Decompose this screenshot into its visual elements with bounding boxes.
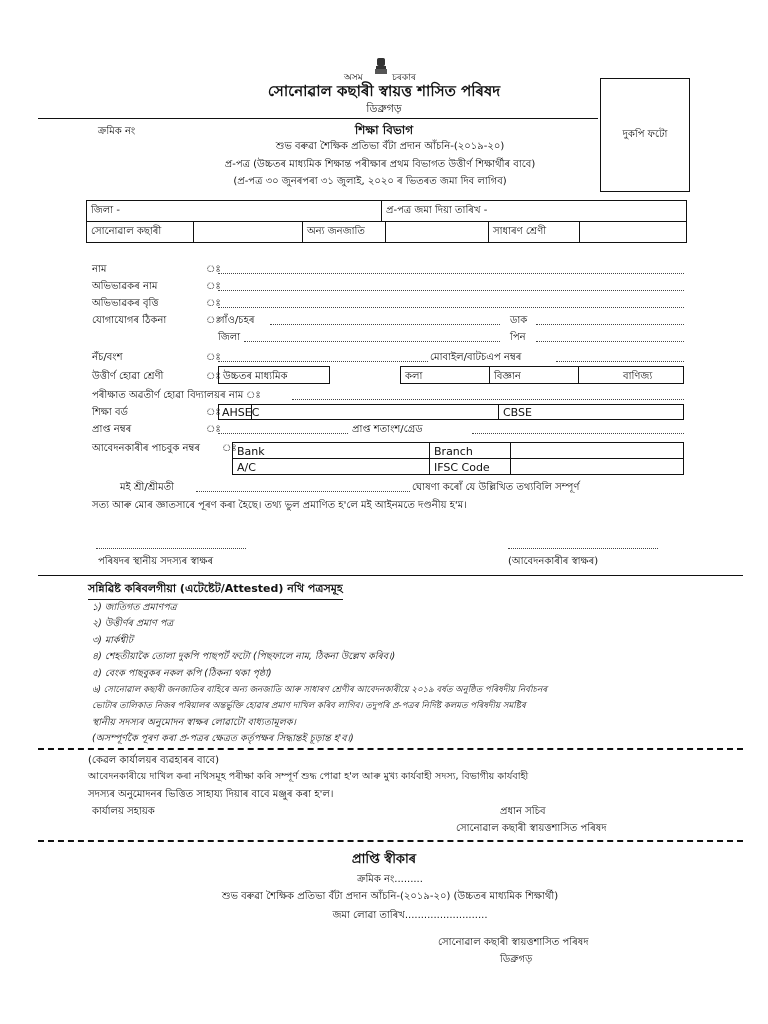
colon: ঃ <box>206 298 221 309</box>
general-label: সাধাৰণ শ্ৰেণী <box>493 226 547 237</box>
attachment-item: ৬) সোনোৱাল কছাৰী জনজাতিৰ বাহিৰে অন্য জনজাতি আৰু সাধাৰণ শ্ৰেণীৰ আবেদনকাৰীয়ে ২০১৯ বৰ্ষত অনুষ্ঠিত পৰিষদীয় নিৰ্বাচনৰ <box>92 685 548 696</box>
section-rule <box>38 575 743 576</box>
branch-label-box <box>429 442 511 459</box>
city-name: ডিব্ৰুগড় <box>366 102 402 115</box>
national-emblem-icon <box>374 56 388 76</box>
marks-field[interactable] <box>218 433 348 434</box>
general-cell <box>488 221 580 243</box>
bank-box[interactable] <box>232 442 430 459</box>
board-label: শিক্ষা বৰ্ড <box>92 407 128 418</box>
attachment-item: ৩) মাৰ্কশ্বীট <box>92 634 133 646</box>
caste-field[interactable] <box>218 361 428 362</box>
district-label-2: জিলা <box>218 332 241 343</box>
attachment-item: ভোটাৰ তালিকাত নিজৰ পৰিয়ালৰ অন্তৰ্ভুক্তি হোৱাৰ প্ৰমাণ দাখিল কৰিব লাগিব। তদুপৰি প্ৰ-পত্ৰৰ নিৰ্দিষ্ট কলমত পৰিষদীয় সমষ্টিৰ <box>92 701 526 712</box>
scheme-name: শুভ বৰুৱা শৈক্ষিক প্ৰতিভা বঁটা প্ৰদান আঁচনি-(২০১৯-২০) <box>275 141 505 152</box>
branch-label: Branch <box>434 445 473 458</box>
percentage-label: প্ৰাপ্ত শতাংশ/গ্ৰেড <box>352 424 423 435</box>
district-field[interactable] <box>244 341 500 342</box>
passbook-label: আবেদনকাৰীৰ পাচবুক নম্বৰ <box>92 443 200 454</box>
attachments-list <box>92 600 732 748</box>
ifsc-label: IFSC Code <box>434 461 490 474</box>
cut-line-2 <box>38 840 743 842</box>
commerce-box[interactable] <box>578 366 684 384</box>
deadline: (প্ৰ-পত্ৰ ৩০ জুনৰপৰা ৩১ জুলাই, ২০২০ ৰ ভিতৰত জমা দিব লাগিব) <box>233 176 507 187</box>
chief-secretary: প্ৰধান সচিব <box>500 806 546 817</box>
district-label: জিলা - <box>91 205 120 216</box>
ifsc-field[interactable] <box>510 458 684 475</box>
receipt-serial: ক্ৰমিক নং......... <box>357 874 423 885</box>
colon: ঃ <box>206 315 221 326</box>
bank-label: Bank <box>237 445 265 458</box>
submit-date-cell[interactable] <box>381 200 687 222</box>
ac-label: A/C <box>237 461 256 474</box>
ahsec-label: AHSEC <box>222 406 260 419</box>
arts-box[interactable] <box>400 366 490 384</box>
science-box[interactable] <box>489 366 579 384</box>
ahsec-fill[interactable] <box>251 404 499 420</box>
guardian-name-field[interactable] <box>218 290 684 291</box>
village-field[interactable] <box>270 324 500 325</box>
post-field[interactable] <box>536 324 684 325</box>
guardian-name-label: অভিভাৱকৰ নাম <box>92 281 158 292</box>
council-title: সোনোৱাল কছাৰী স্বায়ত্ত শাসিত পৰিষদ <box>267 82 501 100</box>
form-title: প্ৰ-পত্ৰ (উচ্চতৰ মাধ্যমিক শিক্ষান্ত পৰীক্ষাৰ প্ৰথম বিভাগত উত্তীৰ্ণ শিক্ষাৰ্থীৰ বাবে) <box>224 159 536 170</box>
general-check[interactable] <box>579 221 687 243</box>
receipt-scheme: শুভ বৰুৱা শৈক্ষিক প্ৰতিভা বঁটা প্ৰদান আঁচনি-(২০১৯-২০) (উচ্চতৰ মাধ্যমিক শিক্ষাৰ্থী) <box>221 891 559 902</box>
receipt-city: ডিব্ৰুগড় <box>500 954 533 965</box>
photo-label: দুকপি ফটো <box>622 129 668 140</box>
attachment-item: ১) জাতিগত প্ৰমাণপত্ৰ <box>92 602 177 613</box>
cut-line <box>38 748 743 750</box>
attachment-item: ২) উত্তীৰ্ণৰ প্ৰমাণ পত্ৰ <box>92 618 174 630</box>
sonowal-cell <box>86 221 194 243</box>
header-rule <box>38 118 598 119</box>
ac-box[interactable] <box>232 458 430 475</box>
marks-label: প্ৰাপ্ত নম্বৰ <box>92 424 132 435</box>
cbse-box[interactable] <box>498 404 684 420</box>
attachment-item: ৫) বেংক পাছবুকৰ নকল কপি (ঠিকনা থকা পৃষ্ঠা) <box>92 667 272 679</box>
pin-field[interactable] <box>536 341 684 342</box>
office-text-1: আবেদনকাৰীয়ে দাখিল কৰা নথিসমূহ পৰীক্ষা কৰি সম্পূৰ্ণ শুদ্ধ পোৱা হ'ল আৰু মুখ্য কাৰ্যবাহী সদস্য, বিভাগীয় কাৰ্যবাহী <box>88 771 529 782</box>
other-tribe-check[interactable] <box>385 221 489 243</box>
post-label: ডাক <box>510 315 528 326</box>
percentage-field[interactable] <box>472 433 684 434</box>
state-left: অসম <box>344 73 363 83</box>
declaration-name-label: মই শ্ৰী/শ্ৰীমতী <box>120 482 175 493</box>
district-cell[interactable] <box>86 200 382 222</box>
mobile-label: মোবাইল/বাটচএপ নম্বৰ <box>430 352 522 363</box>
higher-secondary-box <box>218 366 330 384</box>
village-label: গাঁও/চহৰ <box>218 315 255 326</box>
applicant-signature-label: (আবেদনকাৰীৰ স্বাক্ষৰ) <box>508 556 599 567</box>
name-field[interactable] <box>218 273 684 274</box>
colon: ঃ <box>206 371 221 382</box>
department: শিক্ষা বিভাগ <box>354 123 414 137</box>
member-signature-line[interactable] <box>96 548 246 549</box>
colon: ঃ <box>206 424 221 435</box>
address-label: যোগাযোগৰ ঠিকনা <box>92 315 167 326</box>
cbse-label: CBSE <box>503 406 532 419</box>
member-signature-label: পৰিষদৰ স্থানীয় সদস্যৰ স্বাক্ষৰ <box>98 556 214 567</box>
arts-label: কলা <box>405 371 423 382</box>
colon: ঃ <box>206 264 221 275</box>
attachment-item: (অসম্পূৰ্ণকৈ পূৰণ কৰা প্ৰ-পত্ৰৰ ক্ষেত্ৰত কৰ্তৃপক্ষৰ সিদ্ধান্তই চূড়ান্ত হ'ব।) <box>92 733 354 745</box>
guardian-occ-label: অভিভাৱকৰ বৃত্তি <box>92 298 159 309</box>
guardian-occ-field[interactable] <box>218 307 684 308</box>
state-right: চৰকাৰ <box>392 73 416 83</box>
other-tribe-cell <box>302 221 386 243</box>
colon: ঃ <box>206 407 221 418</box>
declaration-name-field[interactable] <box>196 491 410 492</box>
receipt-org: সোনোৱাল কছাৰী স্বায়ত্তশাসিত পৰিষদ <box>438 937 589 948</box>
branch-field[interactable] <box>510 442 684 459</box>
declaration-text-1: ঘোষণা কৰোঁ যে উল্লিখিত তথ্যবিলি সম্পূৰ্ণ <box>412 482 580 493</box>
school-field[interactable] <box>292 399 684 400</box>
photo-box <box>600 78 690 192</box>
receipt-title: প্ৰাপ্তি স্বীকাৰ <box>351 852 417 867</box>
caste-label: নঁচ/বংশ <box>92 352 123 363</box>
school-label: পৰীক্ষাত অৱতীৰ্ণ হোৱা বিদ্যালয়ৰ নাম ঃ <box>92 390 261 401</box>
pin-label: পিন <box>510 332 526 343</box>
attachment-item: স্থানীয় সদস্যৰ অনুমোদন স্বাক্ষৰ লোৱাটো বাধ্যতামূলক। <box>92 716 296 728</box>
attachments-title: সন্নিৱিষ্ট কৰিবলগীয়া (এটেষ্টেট/Attested) নথি পত্ৰসমূহ <box>88 580 343 600</box>
office-assistant: কাৰ্যালয় সহায়ক <box>92 806 155 817</box>
ifsc-label-box <box>429 458 511 475</box>
colon: ঃ <box>206 281 221 292</box>
colon: ঃ <box>222 443 237 454</box>
declaration-text-2: সত্য আৰু মোৰ জ্ঞাতসাৰে পূৰণ কৰা হৈছে। তথ্য ভুল প্ৰমাণিত হ'লে মই আইনমতে দণ্ডনীয় হ'ম। <box>92 500 467 511</box>
ahsec-box[interactable] <box>218 404 260 420</box>
sonowal-check[interactable] <box>193 221 303 243</box>
receipt-date: জমা লোৱা তাৰিখ.......................... <box>332 910 488 921</box>
science-label: বিজ্ঞান <box>494 371 521 382</box>
commerce-label: বাণিজ্য <box>623 371 653 382</box>
name-label: নাম <box>92 264 107 275</box>
serial-label: ক্ৰমিক নং <box>98 126 136 137</box>
higher-secondary-label: উচ্চতৰ মাধ্যমিক <box>223 371 288 382</box>
office-title: (কেৱল কাৰ্যালয়ৰ ব্যৱহাৰৰ বাবে) <box>88 755 220 766</box>
other-tribe-label: অন্য জনজাতি <box>307 226 365 237</box>
mobile-field[interactable] <box>556 361 684 362</box>
chief-secretary-org: সোনোৱাল কছাৰী স্বায়ত্তশাসিত পৰিষদ <box>456 823 607 834</box>
applicant-signature-line[interactable] <box>508 548 658 549</box>
submit-date-label: প্ৰ-পত্ৰ জমা দিয়া তাৰিখ - <box>386 205 488 216</box>
passed-class-label: উত্তীৰ্ণ হোৱা শ্ৰেণী <box>92 371 164 382</box>
sonowal-label: সোনোৱাল কছাৰী <box>91 226 162 237</box>
colon: ঃ <box>206 352 221 363</box>
office-text-2: সদস্যৰ অনুমোদনৰ ভিত্তিত সাহায্য দিয়াৰ বাবে মঞ্জুৰ কৰা হ'ল। <box>88 789 334 800</box>
attachment-item: ৪) শেহতীয়াকৈ তোলা দুকপি পাছপৰ্ট ফটো (পিছফালে নাম, ঠিকনা উল্লেখ কৰিব।) <box>92 651 396 663</box>
